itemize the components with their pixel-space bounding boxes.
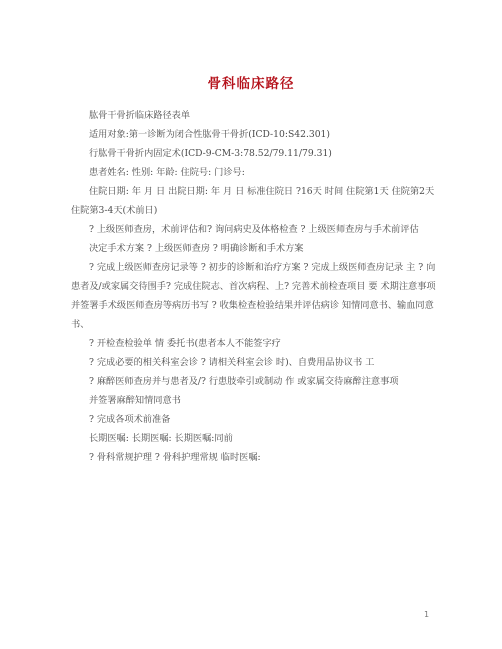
paragraph: 长期医嘱: 长期医嘱: 长期医嘱:同前 xyxy=(89,433,233,444)
paragraph: ? 开检查检验单 情 委托书(患者本人不能签字疗 xyxy=(89,338,281,349)
paragraph: ? 完成各项术前准备 xyxy=(89,414,171,425)
paragraph: 肱骨干骨折临床路径表单 xyxy=(89,110,191,121)
paragraph: ? 完成上级医师查房记录等 ? 初步的诊断和治疗方案 ? 完成上级医师查房记录 主 ? 向患者及/或家属交待围手? 完成住院志、首次病程、上? 完善术前检查项目 要 术期注意事项并签署手术级医师查房等病历书写 ? 收集检查检验结果并评估病诊 知情同意书、输血同意书、 xyxy=(71,262,436,330)
paragraph: ? 完成必要的相关科室会诊 ? 请相关科室会诊 时)、自费用品协议书 工 xyxy=(89,357,375,368)
paragraph: ? 骨科常规护理 ? 骨科护理常规 临时医嘱: xyxy=(89,452,261,463)
document-body xyxy=(71,106,437,467)
paragraph: 住院日期: 年 月 日 出院日期: 年 月 日 标准住院日 ?16天 时间 住院第1天 住院第2天 住院第3-4天(术前日) xyxy=(71,186,435,216)
paragraph: ? 上级医师查房，术前评估和? 询问病史及体格检查 ? 上级医师查房与手术前评估 xyxy=(89,224,419,235)
paragraph: 适用对象:第一诊断为闭合性肱骨干骨折(ICD-10:S42.301) xyxy=(89,129,330,140)
document-title: 骨科临床路径 xyxy=(207,76,295,92)
paragraph: 并签署麻醉知情同意书 xyxy=(89,395,181,406)
paragraph: 患者姓名: 性别: 年龄: 住院号: 门诊号: xyxy=(89,167,245,178)
paragraph: 行肱骨干骨折内固定术(ICD-9-CM-3:78.52/79.11/79.31) xyxy=(89,148,332,159)
paragraph: 决定手术方案 ? 上级医师查房 ? 明确诊断和手术方案 xyxy=(89,243,304,254)
paragraph: ? 麻醉医师查房并与患者及/? 行患肢牵引或制动 作 或家属交待麻醉注意事项 xyxy=(89,376,399,387)
page-number: 1 xyxy=(424,610,430,619)
